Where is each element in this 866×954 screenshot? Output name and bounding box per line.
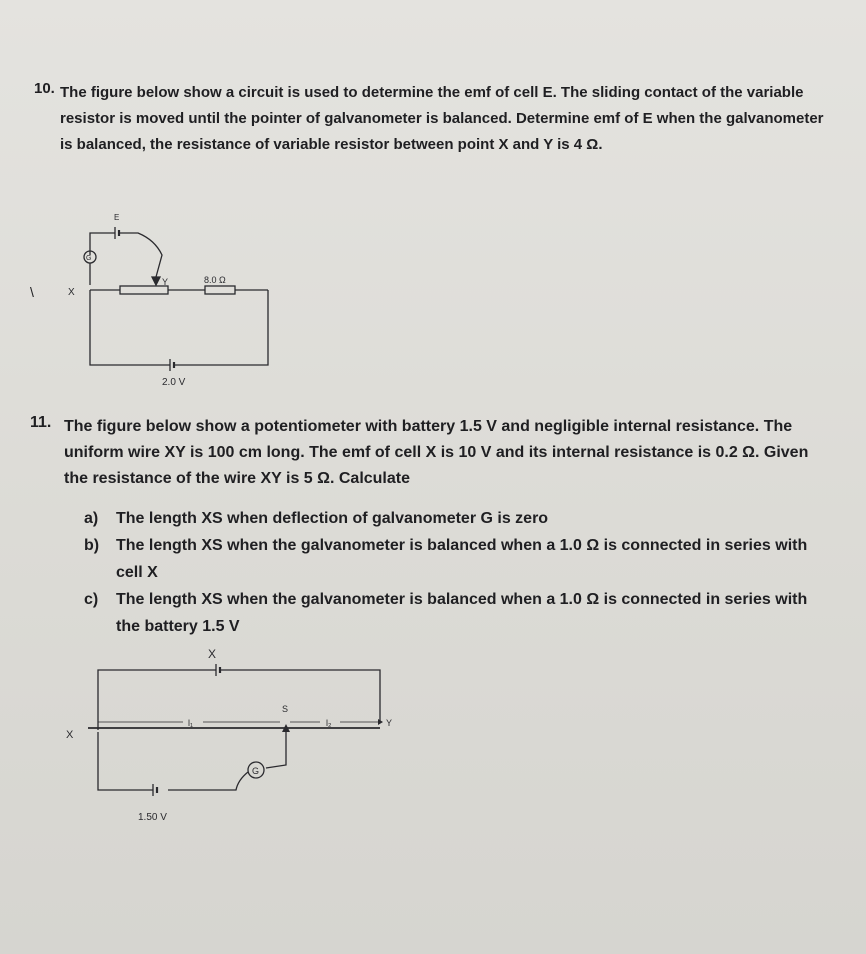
wire-top-right xyxy=(220,670,380,722)
wire-left-bottom xyxy=(90,290,170,365)
end-x-label: X xyxy=(66,729,74,741)
wire-g-to-battery xyxy=(168,772,248,790)
question-number: 11. xyxy=(30,414,52,431)
slider-arrow xyxy=(152,277,160,285)
wire-right-bottom xyxy=(174,290,268,365)
question-11-parts xyxy=(84,505,834,640)
potentiometer-diagram xyxy=(58,640,398,830)
point-x-label: X xyxy=(68,287,75,298)
wire-battery-to-x xyxy=(98,732,153,790)
battery-label: 2.0 V xyxy=(162,377,186,388)
question-text: The figure below show a potentiometer with battery 1.5 V and negligible internal resistance. The uniform wire XY is 100 cm long. The emf of cell X is 10 V and its internal resistance is 0.2 Ω. Given the resistance of the wire XY is 5 Ω. Calculate xyxy=(64,418,809,487)
question-text: The figure below show a circuit is used to determine the emf of cell E. The sliding contact of the variable resistor is moved until the pointer of galvanometer is balanced. Determine emf of E when the galvanometer is balanced, the resistance of variable resistor between point X and Y is 4 Ω. xyxy=(60,84,824,153)
battery-label: 1.50 V xyxy=(138,812,167,823)
galvanometer-label: G xyxy=(86,255,92,262)
wire-slider-to-g xyxy=(266,732,286,768)
variable-resistor-xy xyxy=(120,286,168,294)
slider-s-label: S xyxy=(282,704,289,714)
point-y-label: Y xyxy=(162,277,169,287)
fixed-resistor-8ohm xyxy=(205,286,235,294)
end-y-label: Y xyxy=(386,718,393,728)
part-label: c) xyxy=(84,591,99,608)
resistor-label: 8.0 Ω xyxy=(204,275,226,285)
part-label: b) xyxy=(84,537,100,554)
part-a xyxy=(84,505,834,532)
part-text: The length XS when the galvanometer is balanced when a 1.0 Ω is connected in series with cell X xyxy=(116,537,808,581)
cell-e-label: E xyxy=(114,213,120,222)
length1-label: l₁ xyxy=(188,718,194,728)
part-label: a) xyxy=(84,510,99,527)
galvanometer-label: G xyxy=(252,766,260,776)
part-text: The length XS when the galvanometer is balanced when a 1.0 Ω is connected in series with the battery 1.5 V xyxy=(116,591,808,635)
wire-to-slider xyxy=(119,233,162,277)
stray-pen-mark: \ xyxy=(30,284,34,300)
length2-label: l₂ xyxy=(326,718,332,728)
part-c xyxy=(84,586,834,640)
wire-top-left xyxy=(98,670,216,730)
cell-x-label: X xyxy=(208,647,217,661)
part-b xyxy=(84,532,834,586)
question-number: 10. xyxy=(34,80,55,97)
part-text: The length XS when deflection of galvanometer G is zero xyxy=(116,510,549,527)
circuit-diagram-emf xyxy=(60,205,290,395)
